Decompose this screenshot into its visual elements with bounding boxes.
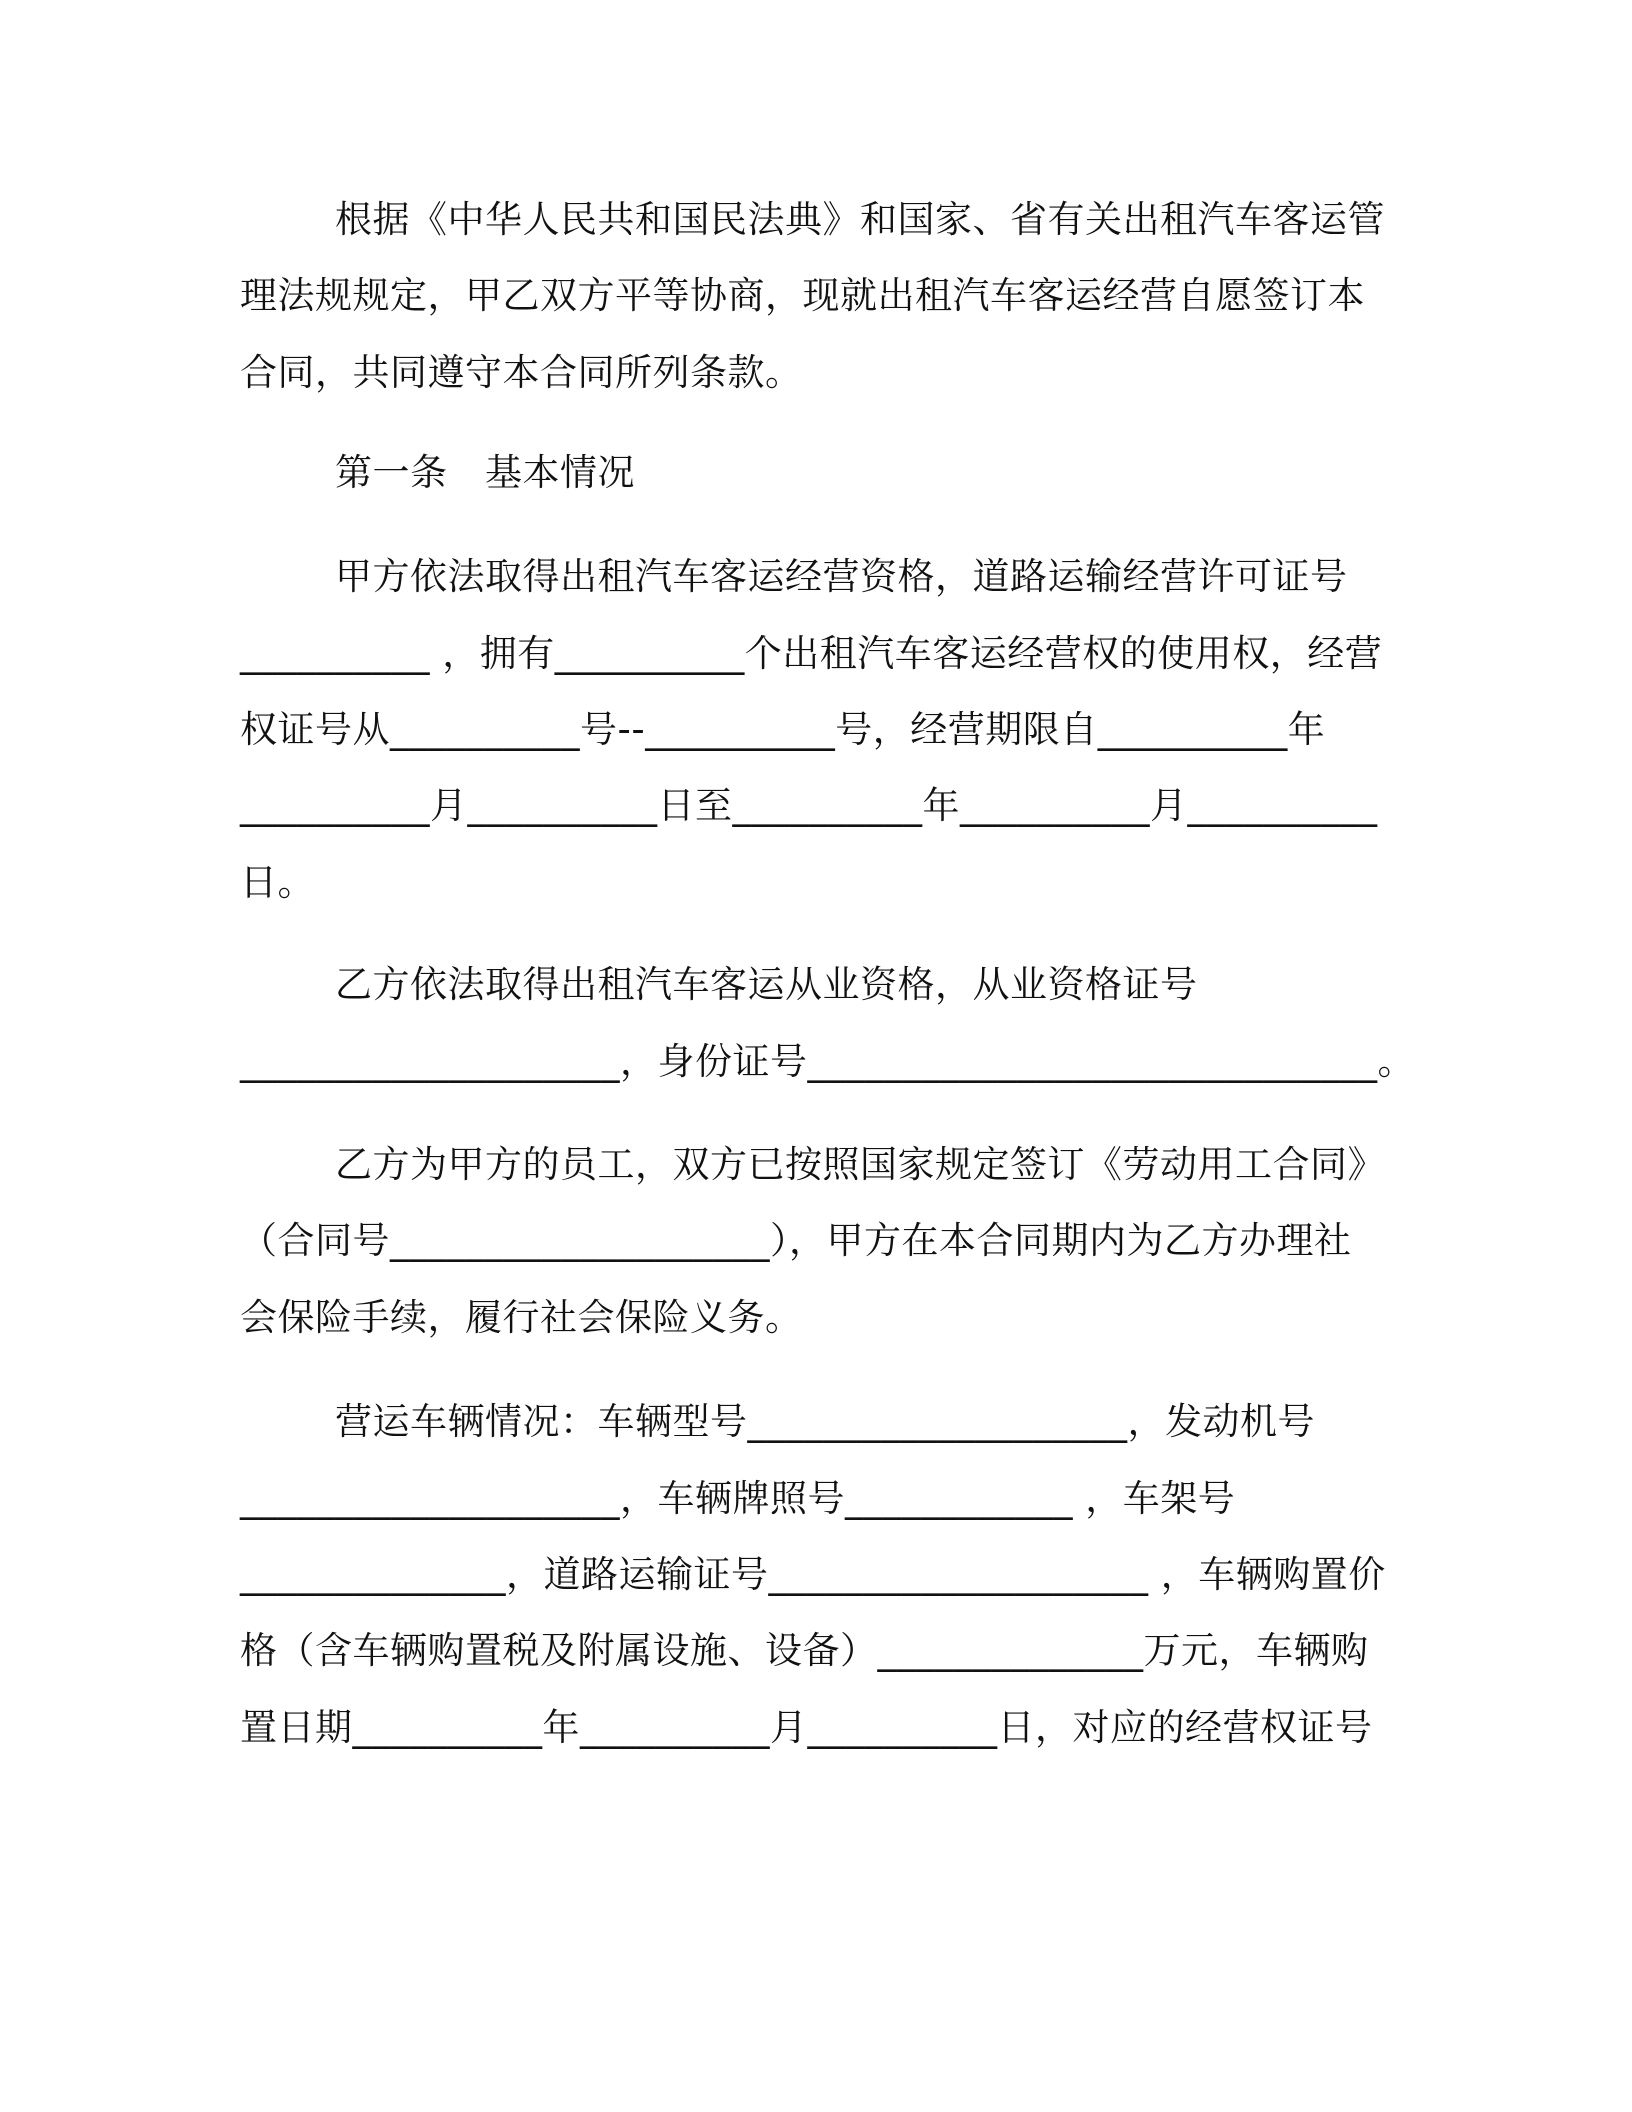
paragraph-3-line-1: 乙方依法取得出租汽车客运从业资格，从业资格证号	[335, 963, 1198, 1006]
paragraph-2-line-2: __________ ，拥有__________个出租汽车客运经营权的使用权，经营	[240, 632, 1383, 675]
paragraph-3-line-2: ____________________，身份证号______________________________。	[240, 1040, 1415, 1083]
paragraph-2-line-3: 权证号从__________号--__________号，经营期限自__________年	[240, 708, 1326, 751]
paragraph-5-line-5: 置日期__________年__________月__________日，对应的经营权证号	[240, 1706, 1373, 1749]
paragraph-1-line-3: 合同，共同遵守本合同所列条款。	[240, 351, 803, 394]
paragraph-4-line-2: （合同号____________________），甲方在本合同期内为乙方办理社	[240, 1219, 1352, 1262]
paragraph-5-line-2: ____________________，车辆牌照号____________ ，车架号	[240, 1477, 1236, 1520]
paragraph-4-line-3: 会保险手续，履行社会保险义务。	[240, 1296, 803, 1339]
paragraph-4-line-1: 乙方为甲方的员工，双方已按照国家规定签订《劳动用工合同》	[335, 1143, 1385, 1186]
paragraph-5-line-3: ______________，道路运输证号____________________ ，车辆购置价	[240, 1553, 1386, 1596]
article-1-heading: 第一条 基本情况	[335, 451, 635, 494]
paragraph-2-line-1: 甲方依法取得出租汽车客运经营资格，道路运输经营许可证号	[335, 555, 1348, 598]
paragraph-1-line-1: 根据《中华人民共和国民法典》和国家、省有关出租汽车客运管	[335, 198, 1385, 241]
paragraph-1-line-2: 理法规规定，甲乙双方平等协商，现就出租汽车客运经营自愿签订本	[240, 274, 1365, 317]
paragraph-5-line-4: 格（含车辆购置税及附属设施、设备）______________万元，车辆购	[240, 1629, 1369, 1672]
paragraph-2-line-4: __________月__________日至__________年__________月__________	[240, 784, 1378, 827]
paragraph-2-line-5: 日。	[240, 861, 315, 904]
paragraph-5-line-1: 营运车辆情况：车辆型号____________________，发动机号	[335, 1400, 1315, 1443]
